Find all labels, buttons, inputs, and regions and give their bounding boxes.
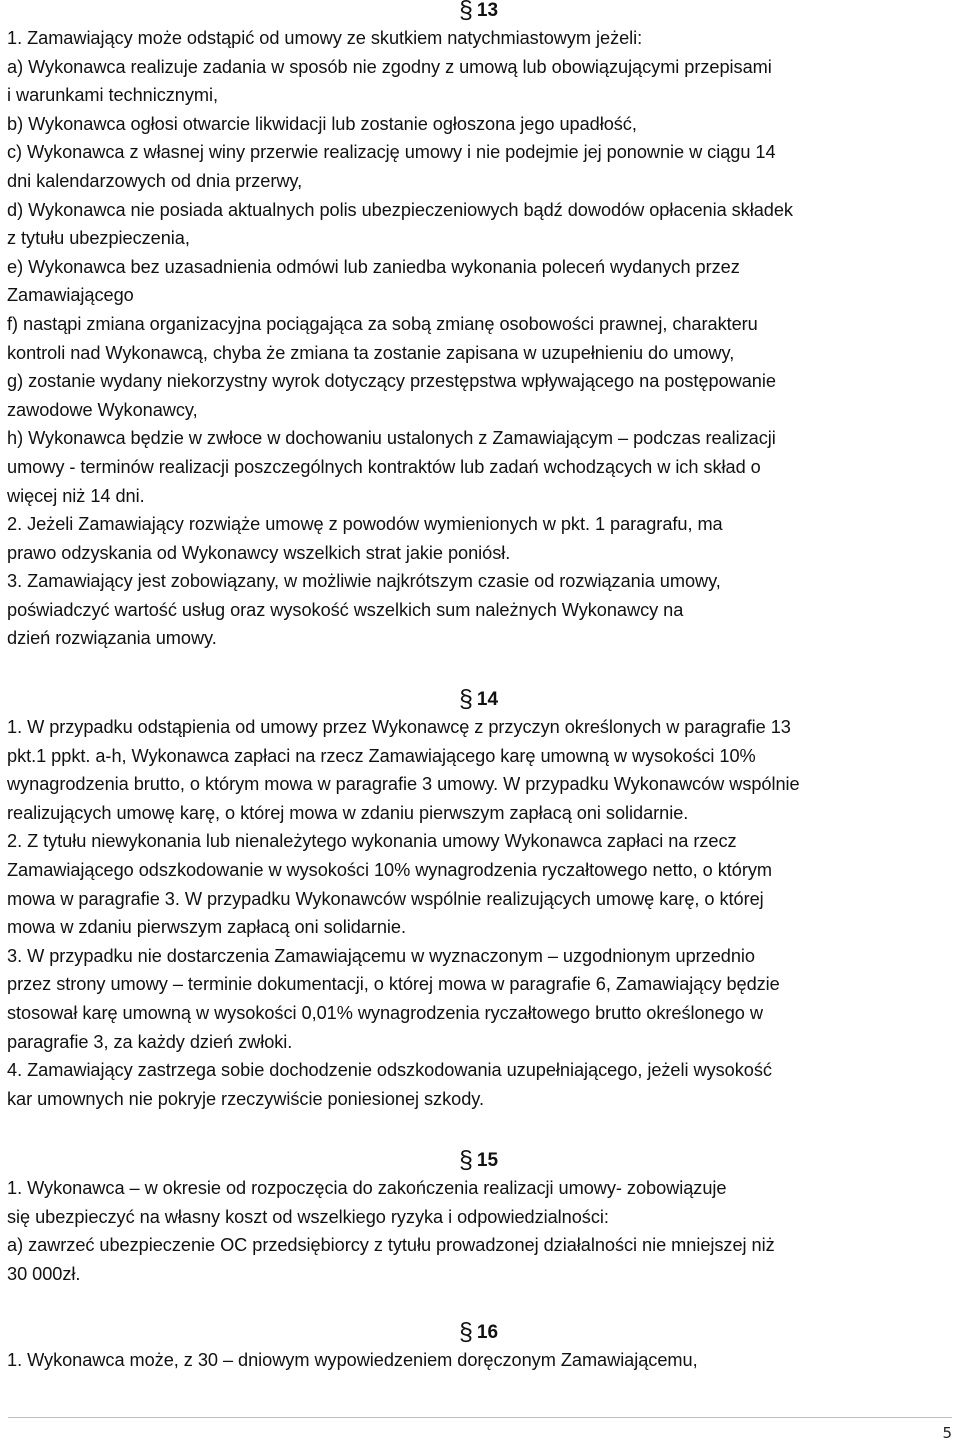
text-line: paragrafie 3, za każdy dzień zwłoki. xyxy=(7,1031,293,1052)
text-line: stosował karę umowną w wysokości 0,01% wynagrodzenia ryczałtowego brutto określonego w xyxy=(7,1002,763,1023)
text-line: 1. Wykonawca – w okresie od rozpoczęcia do zakończenia realizacji umowy- zobowiązuje xyxy=(7,1178,727,1198)
text-line: b) Wykonawca ogłosi otwarcie likwidacji lub zostanie ogłoszona jego upadłość, xyxy=(7,113,637,134)
section-14-body xyxy=(7,713,959,1113)
text-line: wynagrodzenia brutto, o którym mowa w paragrafie 3 umowy. W przypadku Wykonawców wspólnie xyxy=(7,774,800,795)
text-line: 4. Zamawiający zastrzega sobie dochodzenie odszkodowania uzupełniającego, jeżeli wysokość xyxy=(7,1060,772,1081)
section-13-body xyxy=(7,24,959,653)
text-line: 2. Jeżeli Zamawiający rozwiąże umowę z powodów wymienionych w pkt. 1 paragrafu, ma xyxy=(7,514,723,535)
text-line: d) Wykonawca nie posiada aktualnych polis ubezpieczeniowych bądź dowodów opłacenia składek xyxy=(7,199,793,220)
text-line: 2. Z tytułu niewykonania lub nienależytego wykonania umowy Wykonawca zapłaci na rzecz xyxy=(7,831,737,852)
text-line: 30 000zł. xyxy=(7,1263,81,1284)
text-line: 1. Wykonawca może, z 30 – dniowym wypowiedzeniem doręczonym Zamawiającemu, xyxy=(7,1350,698,1370)
page-number: 5 xyxy=(942,1424,952,1442)
section-heading-14 xyxy=(459,685,499,713)
text-line: c) Wykonawca z własnej winy przerwie realizację umowy i nie podejmie jej ponownie w ciągu 14 xyxy=(7,142,776,163)
text-line: mowa w zdaniu pierwszym zapłacą oni solidarnie. xyxy=(7,917,406,938)
section-heading-16 xyxy=(459,1318,499,1346)
section-number: 13 xyxy=(476,0,499,21)
section-symbol: § xyxy=(459,0,473,24)
section-number: 14 xyxy=(476,689,499,710)
text-line: Zamawiającego xyxy=(7,285,134,306)
text-line: przez strony umowy – terminie dokumentacji, o której mowa w paragrafie 6, Zamawiający będzie xyxy=(7,974,780,995)
text-line: więcej niż 14 dni. xyxy=(7,485,145,506)
text-line: prawo odzyskania od Wykonawcy wszelkich strat jakie poniósł. xyxy=(7,542,511,563)
section-number: 15 xyxy=(476,1150,499,1171)
text-line: dni kalendarzowych od dnia przerwy, xyxy=(7,170,303,191)
footer-divider xyxy=(8,1417,952,1418)
text-line: się ubezpieczyć na własny koszt od wszelkiego ryzyka i odpowiedzialności: xyxy=(7,1206,609,1227)
section-symbol: § xyxy=(459,1318,473,1346)
text-line: a) Wykonawca realizuje zadania w sposób nie zgodny z umową lub obowiązującymi przepisami xyxy=(7,56,772,77)
text-line: mowa w paragrafie 3. W przypadku Wykonawców wspólnie realizujących umowę karę, o której xyxy=(7,888,764,909)
text-line: 3. W przypadku nie dostarczenia Zamawiającemu w wyznaczonym – uzgodnionym uprzednio xyxy=(7,945,755,966)
text-line: kar umownych nie pokryje rzeczywiście poniesionej szkody. xyxy=(7,1088,484,1109)
text-line: dzień rozwiązania umowy. xyxy=(7,628,217,649)
section-15-body xyxy=(7,1174,959,1288)
text-line: kontroli nad Wykonawcą, chyba że zmiana ta zostanie zapisana w uzupełnieniu do umowy, xyxy=(7,342,735,363)
text-line: zawodowe Wykonawcy, xyxy=(7,399,198,420)
text-line: z tytułu ubezpieczenia, xyxy=(7,228,190,249)
text-line: Zamawiającego odszkodowanie w wysokości 10% wynagrodzenia ryczałtowego netto, o którym xyxy=(7,859,773,880)
text-line: f) nastąpi zmiana organizacyjna pociągająca za sobą zmianę osobowości prawnej, charakteru xyxy=(7,313,758,334)
text-line: pkt.1 ppkt. a-h, Wykonawca zapłaci na rzecz Zamawiającego karę umowną w wysokości 10% xyxy=(7,745,756,766)
section-16-body xyxy=(7,1346,959,1375)
section-symbol: § xyxy=(459,685,473,713)
text-line: e) Wykonawca bez uzasadnienia odmówi lub zaniedba wykonania poleceń wydanych przez xyxy=(7,256,740,277)
section-symbol: § xyxy=(459,1146,473,1174)
section-heading-13 xyxy=(459,0,499,24)
text-line: a) zawrzeć ubezpieczenie OC przedsiębiorcy z tytułu prowadzonej działalności nie mniejszej niż xyxy=(7,1235,775,1256)
text-line: poświadczyć wartość usług oraz wysokość wszelkich sum należnych Wykonawcy na xyxy=(7,599,684,620)
section-heading-15 xyxy=(459,1146,499,1174)
text-line: umowy - terminów realizacji poszczególnych kontraktów lub zadań wchodzących w ich skład o xyxy=(7,456,761,477)
text-line: h) Wykonawca będzie w zwłoce w dochowaniu ustalonych z Zamawiającym – podczas realizacji xyxy=(7,428,776,449)
text-line: 1. W przypadku odstąpienia od umowy przez Wykonawcę z przyczyn określonych w paragrafie 13 xyxy=(7,717,791,737)
text-line: 1. Zamawiający może odstąpić od umowy ze skutkiem natychmiastowym jeżeli: xyxy=(7,28,643,48)
text-line: realizujących umowę karę, o której mowa w zdaniu pierwszym zapłacą oni solidarnie. xyxy=(7,802,689,823)
text-line: i warunkami technicznymi, xyxy=(7,85,219,106)
text-line: 3. Zamawiający jest zobowiązany, w możliwie najkrótszym czasie od rozwiązania umowy, xyxy=(7,571,721,592)
section-number: 16 xyxy=(476,1322,499,1343)
text-line: g) zostanie wydany niekorzystny wyrok dotyczący przestępstwa wpływającego na postępowanie xyxy=(7,371,776,392)
